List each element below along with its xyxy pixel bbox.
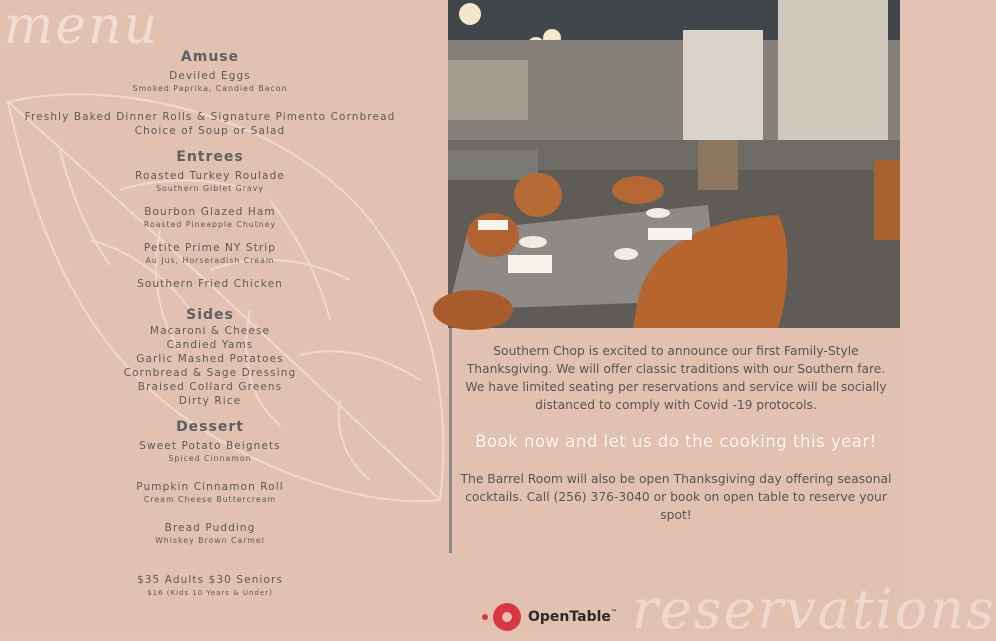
reservations-script-title: reservations — [632, 578, 996, 641]
menu-item: Braised Collard Greens — [137, 381, 283, 393]
opentable-dot-icon — [482, 614, 488, 620]
menu-column — [0, 48, 420, 599]
menu-item: Garlic Mashed Potatoes — [136, 353, 284, 365]
announcement-text: Southern Chop is excited to announce our first Family-Style Thanksgiving. We will offer classic traditions with our Southern fare. We have limited seating per reservations and service will be socially distanced to comply with Covid -19 protocols. — [465, 344, 887, 412]
menu-item-description: Southern Giblet Gravy — [156, 184, 264, 193]
menu-item-description: Whiskey Brown Carmel — [155, 536, 265, 545]
opentable-label: OpenTable™ — [528, 609, 617, 625]
vertical-divider — [449, 328, 452, 553]
menu-item: Bread Pudding — [164, 522, 256, 534]
menu-script-title: menu — [4, 0, 160, 56]
opentable-logo-icon — [493, 603, 521, 631]
menu-item-description: Smoked Paprika, Candied Bacon — [132, 84, 288, 93]
menu-item: Pumpkin Cinnamon Roll — [136, 481, 284, 493]
menu-item-description: Roasted Pineapple Chutney — [143, 220, 277, 229]
menu-item: Southern Fried Chicken — [137, 278, 283, 290]
menu-item: Freshly Baked Dinner Rolls & Signature Pimento Cornbread — [24, 111, 396, 123]
price-line: $35 Adults $30 Seniors — [136, 574, 284, 586]
menu-item: Macaroni & Cheese — [149, 325, 271, 337]
announcement-panel — [460, 342, 892, 524]
menu-item-description: Spiced Cinnamon — [168, 454, 252, 463]
menu-item: Sweet Potato Beignets — [139, 440, 281, 452]
section-title-dessert: Dessert — [176, 419, 244, 435]
barrel-room-text: The Barrel Room will also be open Thanksgiving day offering seasonal cocktails. Call (256) 376-3040 or book on open table to reserve your spot! — [460, 472, 892, 522]
menu-item: Roasted Turkey Roulade — [135, 170, 285, 182]
menu-item: Choice of Soup or Salad — [134, 125, 286, 137]
opentable-badge[interactable] — [482, 603, 617, 631]
menu-item: Bourbon Glazed Ham — [144, 206, 276, 218]
menu-item: Petite Prime NY Strip — [143, 242, 277, 254]
call-to-action: Book now and let us do the cooking this year! — [475, 432, 877, 451]
restaurant-interior-photo — [448, 0, 900, 328]
menu-item: Dirty Rice — [178, 395, 242, 407]
menu-item: Deviled Eggs — [169, 70, 251, 82]
menu-item: Candied Yams — [166, 339, 254, 351]
menu-item-description: Au Jus, Horseradish Cream — [145, 256, 275, 265]
section-title-sides: Sides — [186, 307, 234, 323]
price-kids-line: $16 (Kids 10 Years & Under) — [147, 589, 273, 597]
section-title-entrees: Entrees — [176, 149, 244, 165]
section-title-amuse: Amuse — [180, 49, 240, 65]
menu-item: Cornbread & Sage Dressing — [123, 367, 297, 379]
menu-item-description: Cream Cheese Buttercream — [143, 495, 277, 504]
